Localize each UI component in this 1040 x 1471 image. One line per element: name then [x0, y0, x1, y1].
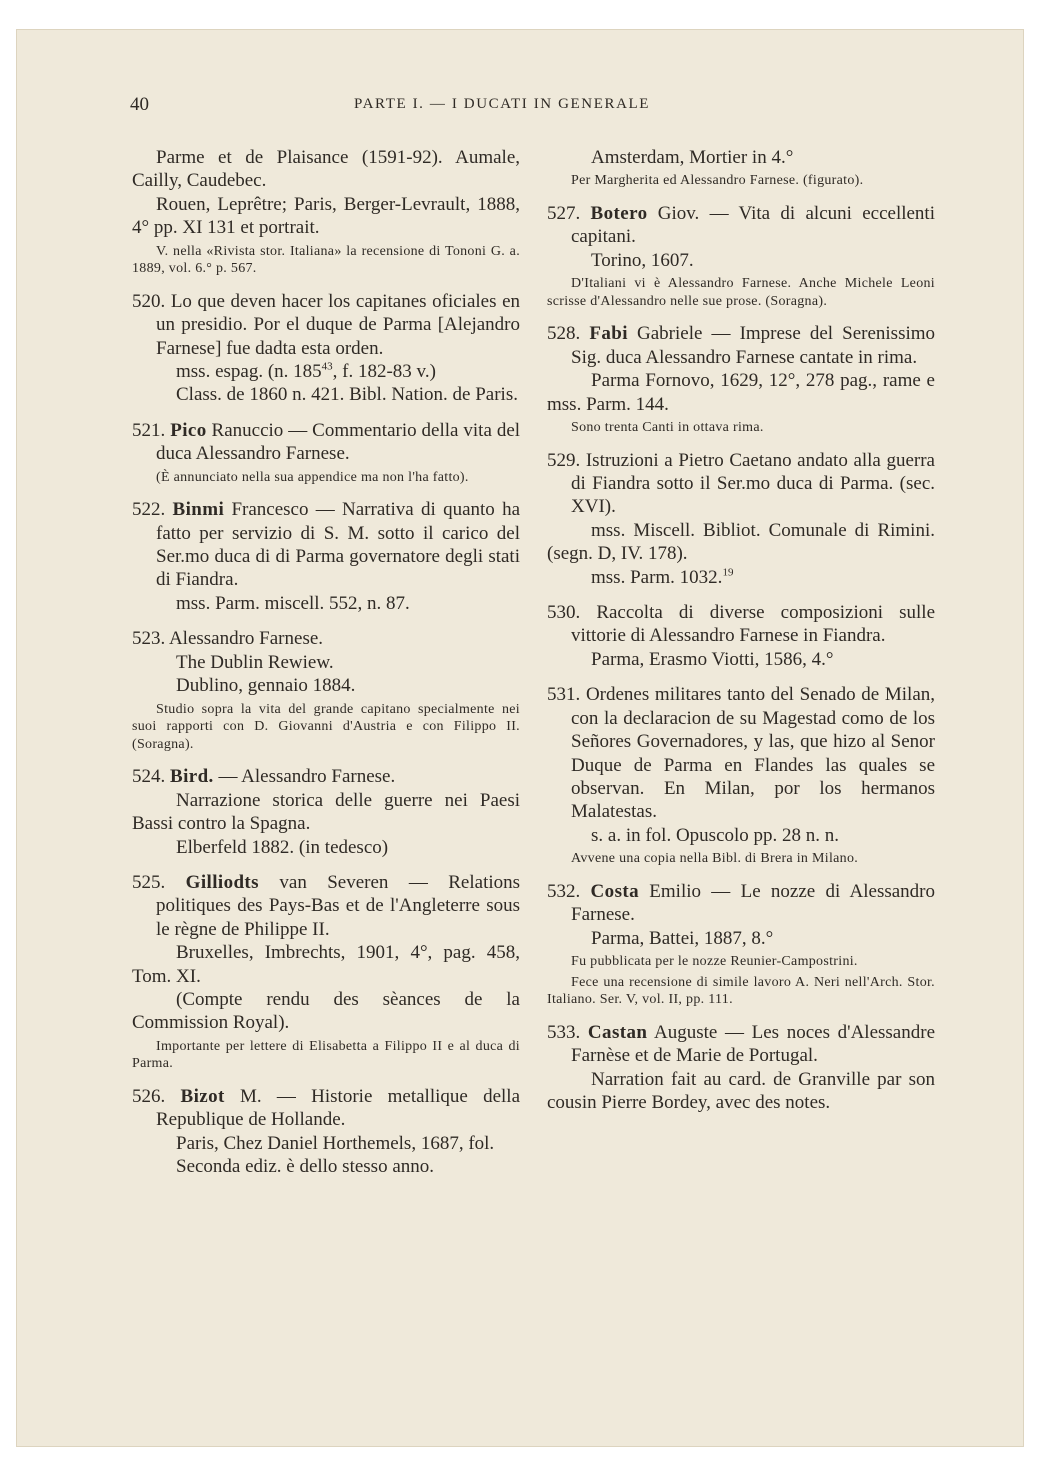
page-number: 40: [130, 94, 149, 115]
entry-publication: Bruxelles, Imbrechts, 1901, 4°, pag. 458, Tom. XI.: [132, 942, 520, 987]
entry-number: 522.: [132, 499, 166, 521]
reference-text: mss. espag. (n. 185: [176, 361, 322, 383]
entry-publication: Parma, Battei, 1887, 8.°: [591, 927, 774, 949]
entry-publication: Amsterdam, Mortier in 4.°: [591, 147, 794, 168]
entry-heading: [132, 419, 520, 466]
entry-author: Fabi: [589, 323, 628, 345]
entry-note: V. nella «Rivista stor. Italiana» la recensione di Tononi G. a. 1889, vol. 6.° p. 567.: [132, 243, 520, 277]
entry-522: [132, 498, 520, 615]
entry-author: Botero: [590, 203, 648, 224]
entry-heading: [132, 498, 520, 592]
entry-author: Costa: [590, 880, 639, 902]
entry-author: Bird.: [170, 766, 214, 788]
entry-525: [132, 871, 520, 1073]
entry-heading: [132, 290, 520, 360]
entry-526: [132, 1085, 520, 1179]
entry-publication: Elberfeld 1882. (in tedesco): [176, 836, 389, 858]
entry-reference: mss. Parm. miscell. 552, n. 87.: [176, 592, 410, 614]
entry-title: Lo que deven hacer los capitanes oficiales en un presidio. Por el duque de Parma [Alejandro Farnese] fue dadta esta orden.: [156, 290, 520, 359]
entry-number: 525.: [132, 871, 166, 893]
entry-524: [132, 765, 520, 859]
entry-531: [547, 683, 935, 867]
entry-heading: [132, 1085, 520, 1132]
entry-edition-note: Seconda ediz. è dello stesso anno.: [176, 1156, 435, 1178]
entry-publication: Paris, Chez Daniel Horthemels, 1687, fol.: [176, 1132, 495, 1154]
entry-number: 520.: [132, 290, 166, 312]
left-column: [132, 146, 520, 1191]
entry-publication: Parma Fornovo, 1629, 12°, 278 pag., rame e mss. Parm. 144.: [547, 370, 935, 415]
entry-523: [132, 627, 520, 753]
entry-note: Sono trenta Canti in ottava rima.: [571, 420, 764, 436]
entry-number: 533.: [547, 1021, 581, 1043]
entry-number: 526.: [132, 1085, 166, 1107]
footnote-ref: 19: [722, 566, 734, 579]
entry-number: 529.: [547, 449, 581, 471]
entry-note: D'Italiani vi è Alessandro Farnese. Anche Michele Leoni scrisse d'Alessandro nelle sue prose. (Soragna).: [547, 276, 935, 309]
reference-text: mss. Parm. 1032.: [591, 566, 723, 588]
entry-heading: [547, 683, 935, 823]
entry-title: Istruzioni a Pietro Caetano andato alla guerra di Fiandra sotto il Ser.mo duca di Parma. (sec. XVI).: [571, 449, 935, 518]
entry-heading: [547, 449, 935, 519]
entry-533: [547, 1021, 935, 1115]
entry-note-2: Fece una recensione di simile lavoro A. Neri nell'Arch. Stor. Italiano. Ser. V, vol. II, pp. 111.: [547, 974, 935, 1008]
entry-note: (È annunciato nella sua appendice ma non l'ha fatto).: [156, 469, 469, 485]
entry-number: 528.: [547, 323, 581, 345]
entry-author: Pico: [170, 419, 207, 441]
entry-continuation-right: [547, 146, 935, 190]
entry-528: [547, 322, 935, 436]
entry-heading: [547, 202, 935, 249]
entry-heading: [132, 627, 520, 650]
entry-continuation-left: [132, 146, 520, 278]
entry-publication: s. a. in fol. Opuscolo pp. 28 n. n.: [591, 824, 840, 846]
entry-reference-2: Class. de 1860 n. 421. Bibl. Nation. de Paris.: [176, 384, 518, 406]
entry-reference: mss. Miscell. Bibliot. Comunale di Rimini. (segn. D, IV. 178).: [547, 519, 935, 565]
entry-number: 521.: [132, 419, 166, 441]
entry-title: Francesco — Narrativa di quanto ha fatto per servizio di S. M. sotto il carico del Ser.mo duca di di Parma governatore degli stati di Fiandra.: [156, 499, 520, 591]
entry-heading: [547, 601, 935, 648]
entry-reference-2: [547, 566, 935, 589]
entry-note: Importante per lettere di Elisabetta a Filippo II e al duca di Parma.: [132, 1038, 520, 1072]
entry-note: Studio sopra la vita del grande capitano specialmente nei suoi rapporti con D. Giovanni d'Austria e con Filippo II. (Soragna).: [132, 701, 520, 752]
entry-title: Gabriele — Imprese del Serenissimo Sig. duca Alessandro Farnese cantate in rima.: [571, 323, 936, 368]
entry-532: [547, 880, 935, 1009]
entry-521: [132, 419, 520, 486]
page-header: [130, 94, 940, 120]
entry-529: [547, 449, 935, 589]
reference-text: , f. 182-83 v.): [332, 361, 436, 383]
entry-number: 532.: [547, 880, 581, 902]
entry-periodical: The Dublin Rewiew.: [176, 651, 334, 673]
entry-publication: Parma, Erasmo Viotti, 1586, 4.°: [591, 648, 834, 670]
entry-title: Emilio — Le nozze di Alessandro Farnese.: [571, 880, 936, 926]
entry-title: — Alessandro Farnese.: [218, 766, 396, 788]
entry-reference: [132, 360, 520, 383]
entry-number: 523.: [132, 628, 166, 650]
entry-530: [547, 601, 935, 671]
entry-527: [547, 202, 935, 310]
entry-title: Alessandro Farnese.: [168, 628, 324, 650]
entry-text: Parme et de Plaisance (1591-92). Aumale, Cailly, Caudebec.: [132, 147, 520, 192]
entry-publication: Rouen, Leprêtre; Paris, Berger-Levrault, 1888, 4° pp. XI 131 et portrait.: [132, 193, 520, 239]
entry-note: Fu pubblicata per le nozze Reunier-Campostrini.: [571, 953, 858, 969]
entry-number: 524.: [132, 766, 166, 788]
entry-number: 531.: [547, 684, 581, 706]
entry-heading: [132, 765, 520, 788]
entry-heading: [547, 880, 935, 927]
entry-520: [132, 290, 520, 407]
entry-number: 527.: [547, 203, 581, 224]
entry-title: Raccolta di diverse composizioni sulle vittorie di Alessandro Farnese in Fiandra.: [571, 602, 935, 647]
entry-heading: [132, 871, 520, 941]
entry-subtitle: Narration fait au card. de Granville par son cousin Pierre Bordey, avec des notes.: [547, 1068, 935, 1113]
entry-title: Ordenes militares tanto del Senado de Milan, con la declaracion de su Magestad como de los Señores Governadores, y las, que hizo al Senor Duque de Parma en Flandes las quales se observan. En Milan, por los hermanos Malatestas.: [571, 684, 936, 823]
entry-number: 530.: [547, 602, 581, 624]
entry-subtitle: Narrazione storica delle guerre nei Paesi Bassi contro la Spagna.: [132, 789, 520, 835]
entry-title: Auguste — Les noces d'Alessandre Farnèse et de Marie de Portugal.: [571, 1021, 936, 1067]
entry-heading: [547, 1021, 935, 1068]
entry-title: Ranuccio — Commentario della vita del duca Alessandro Farnese.: [156, 419, 521, 465]
entry-note: Avvene una copia nella Bibl. di Brera in Milano.: [571, 851, 859, 867]
running-head: PARTE I. — I DUCATI IN GENERALE: [354, 96, 651, 112]
entry-series: (Compte rendu des sèances de la Commission Royal).: [132, 988, 520, 1034]
right-column: [547, 146, 935, 1126]
entry-title: van Severen — Relations politiques des Pays-Bas et de l'Angleterre sous le règne de Philippe II.: [156, 871, 521, 940]
entry-author: Gilliodts: [185, 871, 259, 893]
entry-note: Per Margherita ed Alessandro Farnese. (figurato).: [571, 173, 864, 189]
entry-publication: Dublino, gennaio 1884.: [176, 675, 356, 697]
entry-author: Binmi: [172, 499, 225, 521]
entry-author: Castan: [587, 1021, 648, 1043]
entry-publication: Torino, 1607.: [591, 249, 694, 271]
entry-heading: [547, 322, 935, 369]
entry-author: Bizot: [180, 1085, 225, 1107]
footnote-ref: 43: [321, 360, 333, 373]
entry-title: Giov. — Vita di alcuni eccellenti capitani.: [571, 203, 935, 248]
entry-title: M. — Historie metallique della Republique de Hollande.: [156, 1085, 521, 1131]
